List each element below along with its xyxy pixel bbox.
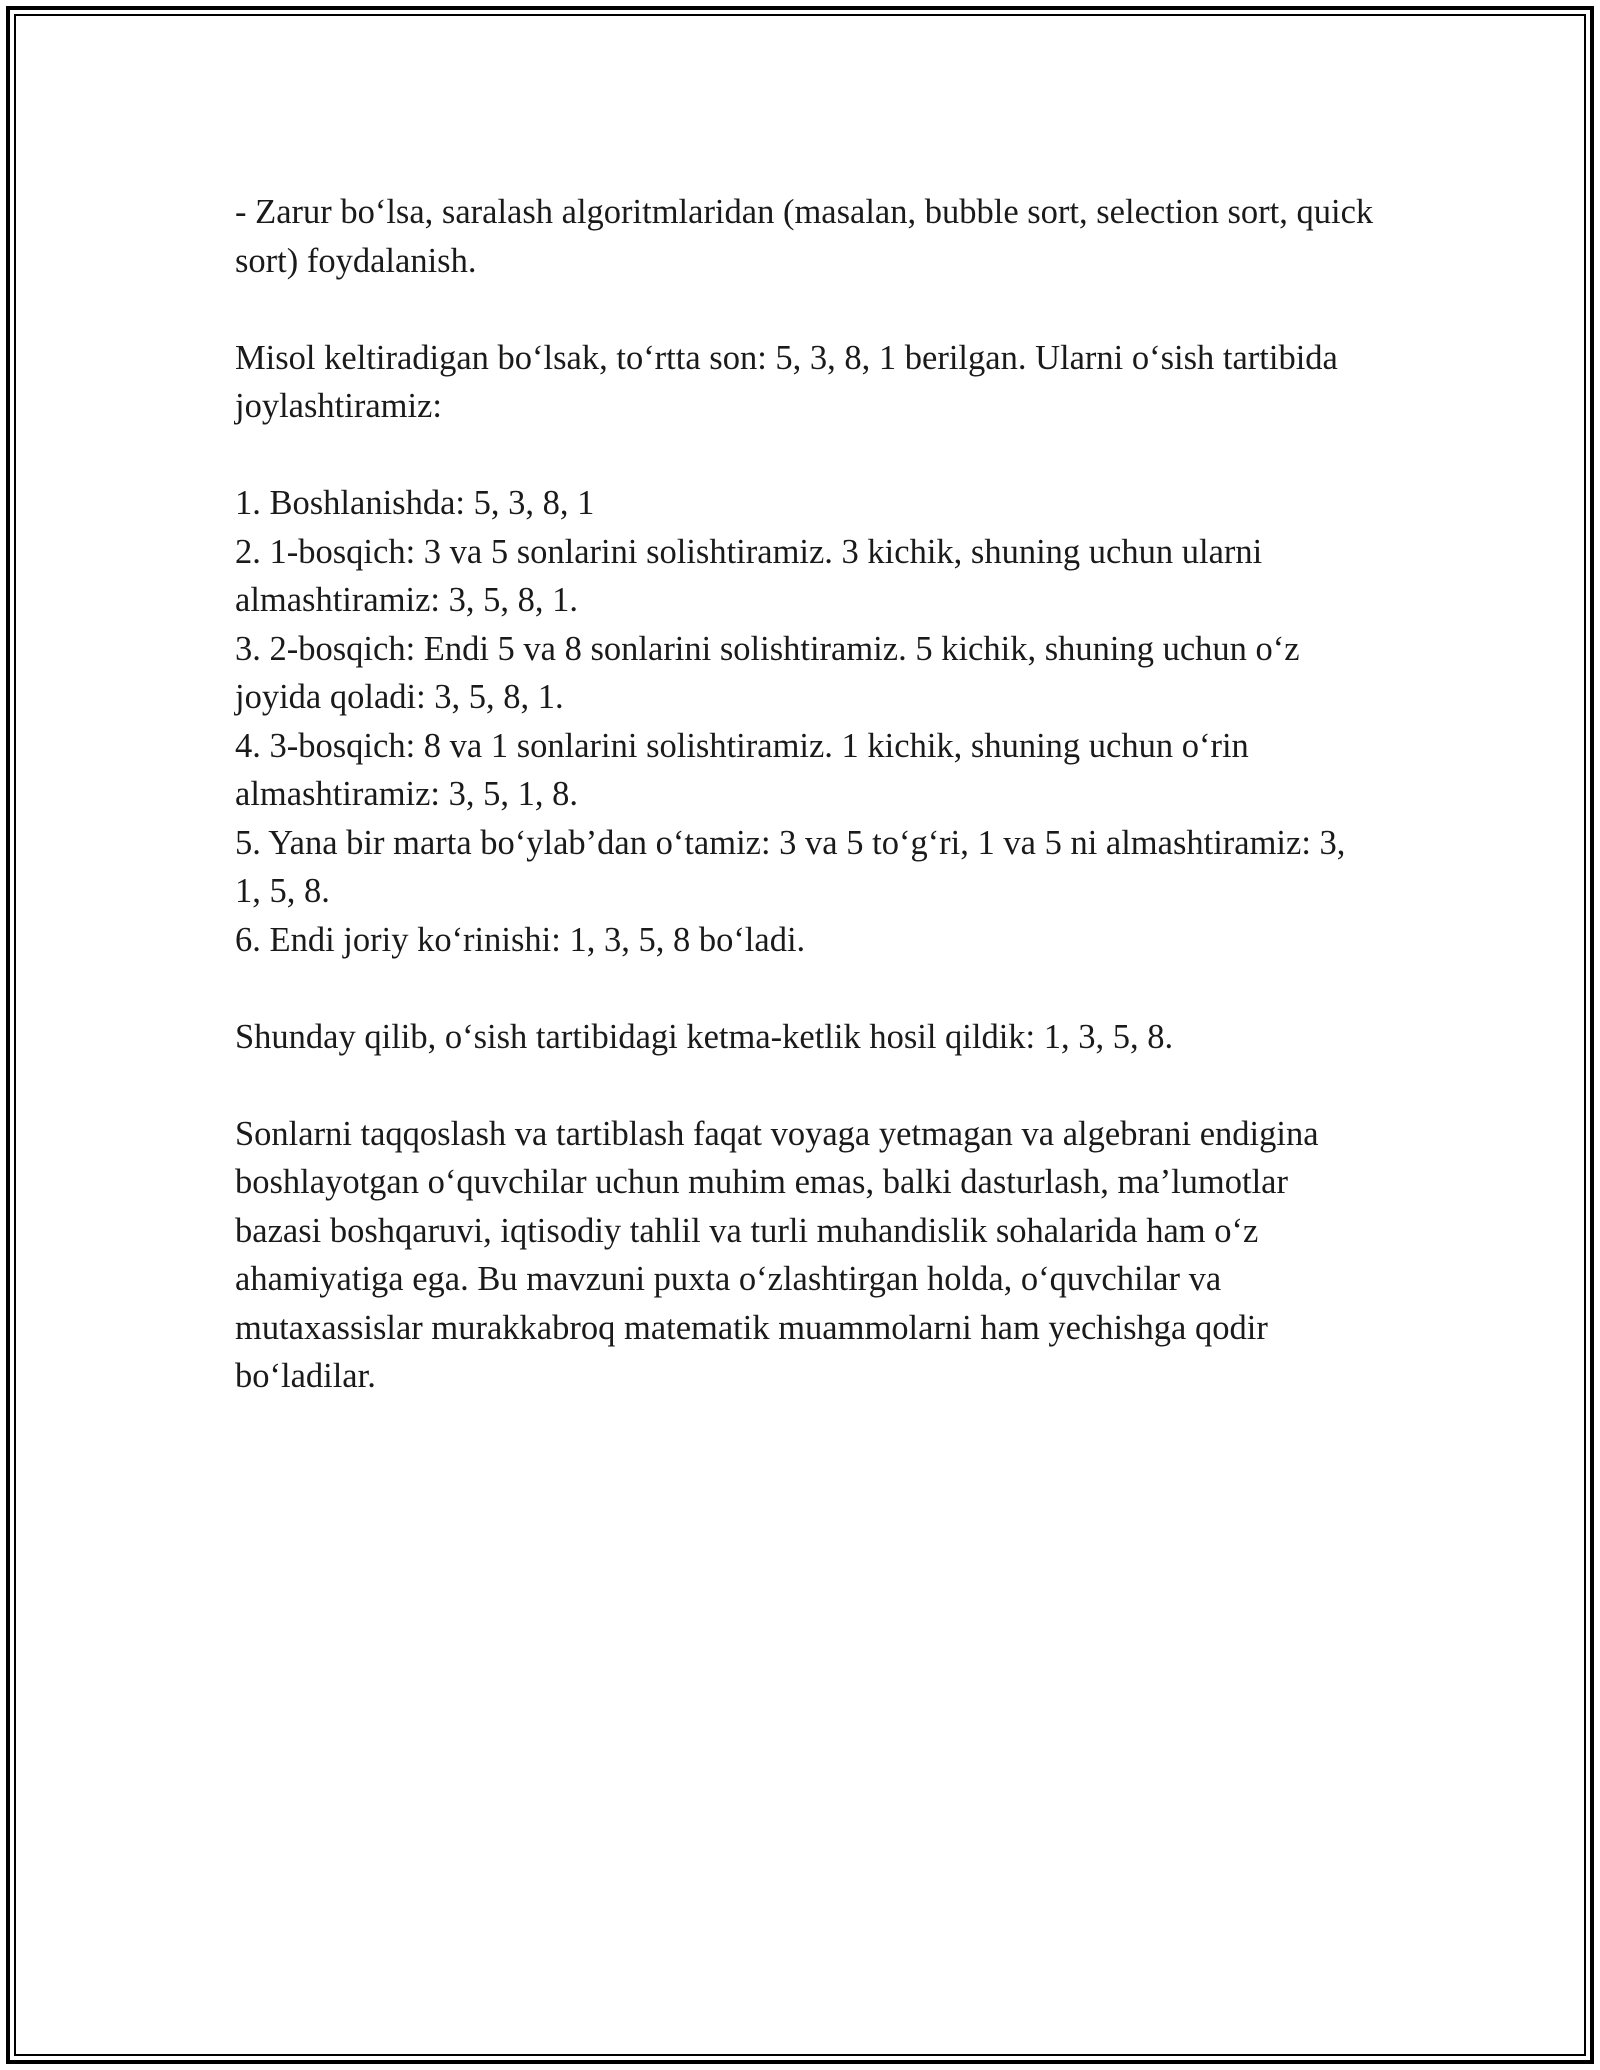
step-item: 1. Boshlanishda: 5, 3, 8, 1	[235, 484, 595, 522]
step-item: 4. 3-bosqich: 8 va 1 sonlarini solishtiramiz. 1 kichik, shuning uchun o‘rin almashtiramiz: 3, 5, 1, 8.	[235, 726, 1249, 813]
paragraph-gap	[235, 1061, 1375, 1110]
paragraph-gap	[235, 964, 1375, 1013]
step-item: 6. Endi joriy ko‘rinishi: 1, 3, 5, 8 bo‘ladi.	[235, 920, 806, 959]
paragraph-gap	[235, 431, 1375, 480]
paragraph-gap	[235, 285, 1375, 334]
conclusion-paragraph: Sonlarni taqqoslash va tartiblash faqat voyaga yetmagan va algebrani endigina boshlayotgan o‘quvchilar uchun muhim emas, balki dasturlash, ma’lumotlar bazasi boshqaruvi, iqtisodiy tahlil va turli muhandislik sohalarida ham o‘z ahamiyatiga ega. Bu mavzuni puxta o‘zlashtirgan holda, o‘quvchilar va mutaxassislar murakkabroq matematik muammolarni ham yechishga qodir bo‘ladilar.	[235, 1114, 1319, 1395]
step-item: 5. Yana bir marta bo‘ylab’dan o‘tamiz: 3 va 5 to‘g‘ri, 1 va 5 ni almashtiramiz: 3, 1, 5, 8.	[235, 823, 1346, 910]
steps-list	[235, 479, 1375, 964]
document-body	[235, 188, 1375, 1401]
intro-bullet: - Zarur bo‘lsa, saralash algoritmlaridan (masalan, bubble sort, selection sort, quick sort) foydalanish.	[235, 193, 1374, 280]
example-intro: Misol keltiradigan bo‘lsak, to‘rtta son: 5, 3, 8, 1 berilgan. Ularni o‘sish tartibida joylashtiramiz:	[235, 338, 1338, 425]
step-item: 3. 2-bosqich: Endi 5 va 8 sonlarini solishtiramiz. 5 kichik, shuning uchun o‘z joyida qoladi: 3, 5, 8, 1.	[235, 629, 1300, 716]
step-item: 2. 1-bosqich: 3 va 5 sonlarini solishtiramiz. 3 kichik, shuning uchun ularni almashtiramiz: 3, 5, 8, 1.	[235, 532, 1263, 619]
result-paragraph: Shunday qilib, o‘sish tartibidagi ketma-ketlik hosil qildik: 1, 3, 5, 8.	[235, 1017, 1174, 1056]
